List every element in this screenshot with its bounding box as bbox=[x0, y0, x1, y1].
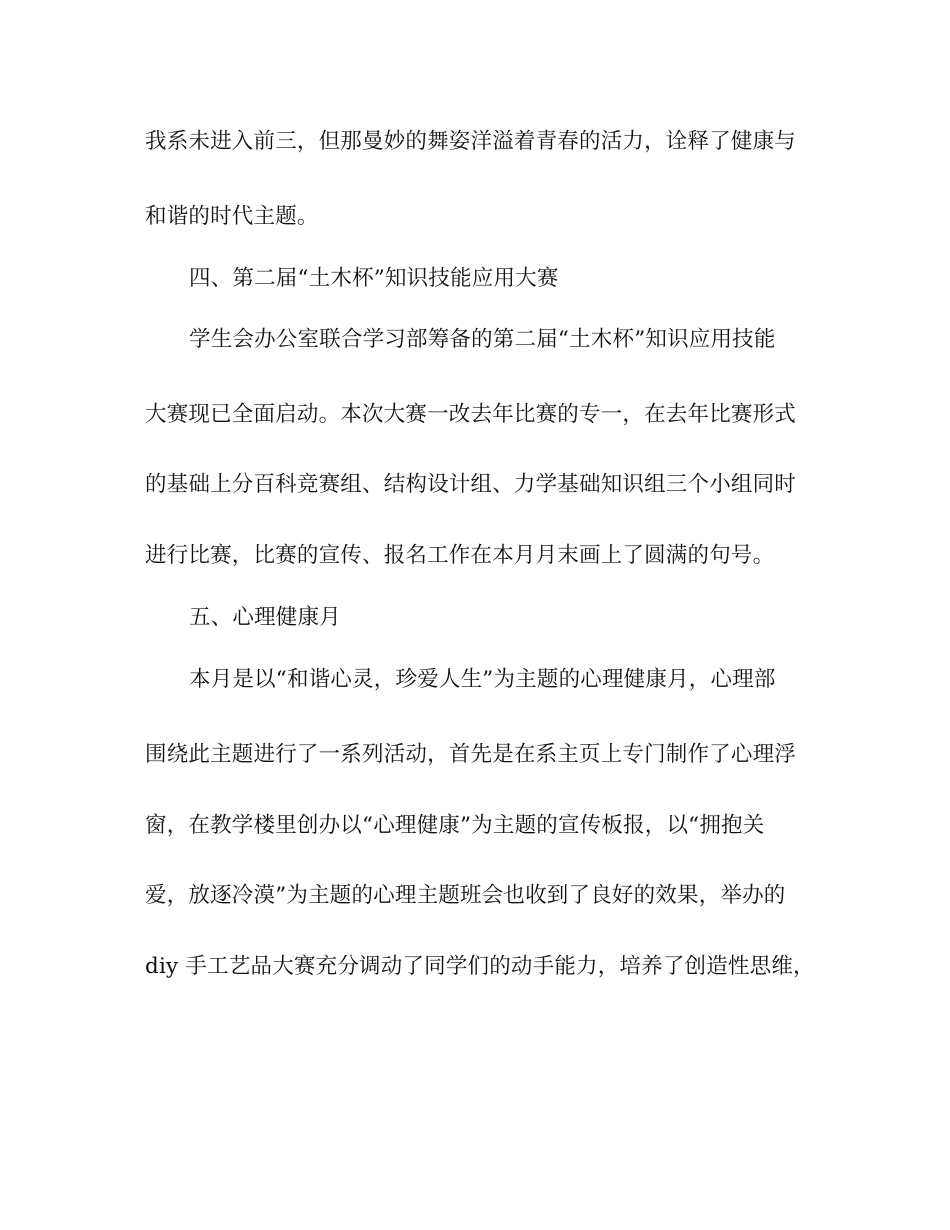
body-text-line: 大赛现已全面启动。本次大赛一改去年比赛的专一，在去年比赛形式 bbox=[145, 402, 797, 427]
body-text-line: 学生会办公室联合学习部筹备的第二届“土木杯”知识应用技能 bbox=[189, 327, 776, 352]
body-text-line: 进行比赛，比赛的宣传、报名工作在本月月末画上了圆满的句号。 bbox=[145, 543, 775, 568]
body-text-line: 爱，放逐冷漠”为主题的心理主题班会也收到了良好的效果，举办的 bbox=[145, 883, 786, 908]
body-text-line: 我系未进入前三，但那曼妙的舞姿洋溢着青春的活力，诠释了健康与 bbox=[145, 129, 797, 154]
body-text-line: 和谐的时代主题。 bbox=[145, 204, 319, 229]
body-text-line: 本月是以“和谐心灵，珍爱人生”为主题的心理健康月，心理部 bbox=[189, 667, 776, 692]
section-heading: 五、心理健康月 bbox=[189, 605, 341, 630]
body-text-line: 窗，在教学楼里创办以“心理健康”为主题的宣传板报，以“拥抱关 bbox=[145, 813, 765, 838]
section-heading: 四、第二届“土木杯”知识技能应用大赛 bbox=[189, 266, 559, 291]
body-text-line: diy 手工艺品大赛充分调动了同学们的动手能力，培养了创造性思维， bbox=[145, 954, 815, 979]
body-text-line: 围绕此主题进行了一系列活动，首先是在系主页上专门制作了心理浮 bbox=[145, 742, 797, 767]
body-text-line: 的基础上分百科竞赛组、结构设计组、力学基础知识组三个小组同时 bbox=[145, 472, 797, 497]
